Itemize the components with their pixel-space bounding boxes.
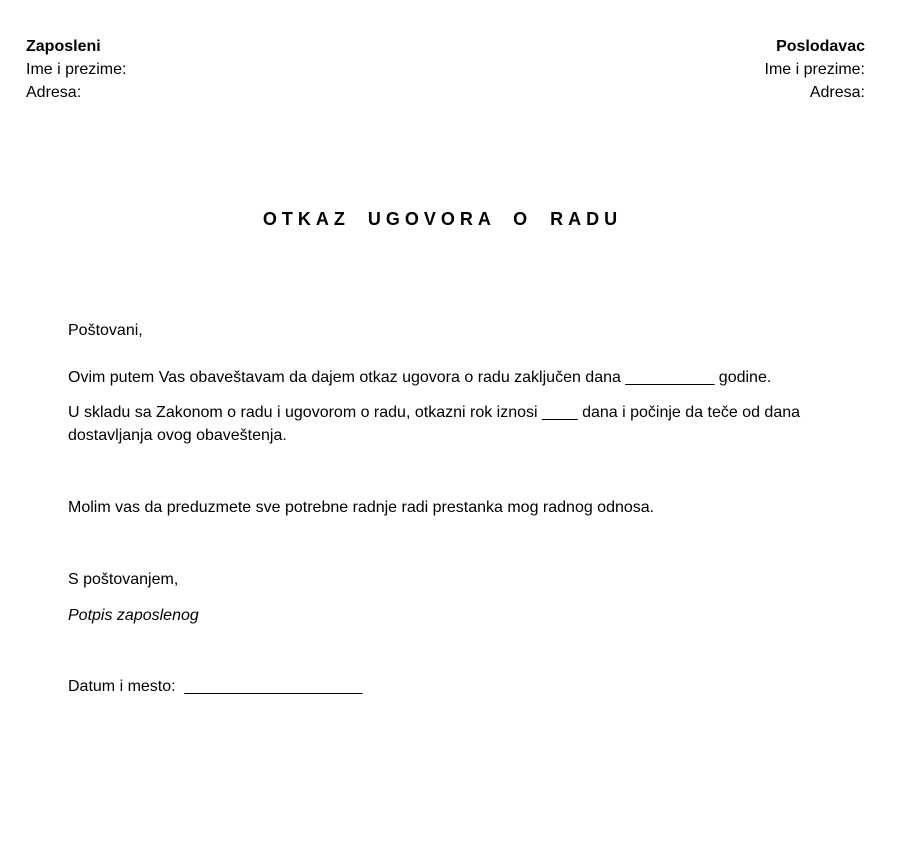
- employee-header: [26, 35, 126, 104]
- paragraph-notice-period: [68, 401, 808, 447]
- paragraph2-text-after: dana i počinje da teče od dana dostavljanja ovog obaveštenja.: [68, 404, 801, 444]
- closing: S poštovanjem,: [68, 571, 179, 588]
- paragraph1-text-after: godine.: [718, 369, 772, 386]
- paragraph1-text-before: Ovim putem Vas obaveštavam da dajem otkaz ugovora o radu zaključen dana: [68, 369, 621, 386]
- employee-signature: Potpis zaposlenog: [68, 607, 199, 624]
- employer-address-label: Adresa:: [809, 84, 865, 101]
- paragraph-contract-date: [68, 366, 828, 389]
- date-place-line: [68, 675, 828, 698]
- paragraph-request: Molim vas da preduzmete sve potrebne radnje radi prestanka mog radnog odnosa.: [68, 499, 655, 516]
- employer-heading: Poslodavac: [776, 38, 865, 55]
- document-title: OTKAZ UGOVORA O RADU: [262, 209, 623, 229]
- employee-address-label: Adresa:: [26, 84, 82, 101]
- employee-heading: Zaposleni: [26, 38, 101, 55]
- date-place-blank: ____________________: [184, 678, 363, 695]
- employee-name-label: Ime i prezime:: [26, 61, 127, 78]
- greeting: Poštovani,: [68, 322, 143, 339]
- contract-date-blank: __________: [625, 369, 715, 386]
- paragraph2-text-before: U skladu sa Zakonom o radu i ugovorom o radu, otkazni rok iznosi: [68, 404, 538, 421]
- notice-days-blank: ____: [542, 404, 578, 421]
- date-place-label: Datum i mesto:: [68, 678, 176, 695]
- employer-header: [765, 35, 865, 104]
- employer-name-label: Ime i prezime:: [764, 61, 865, 78]
